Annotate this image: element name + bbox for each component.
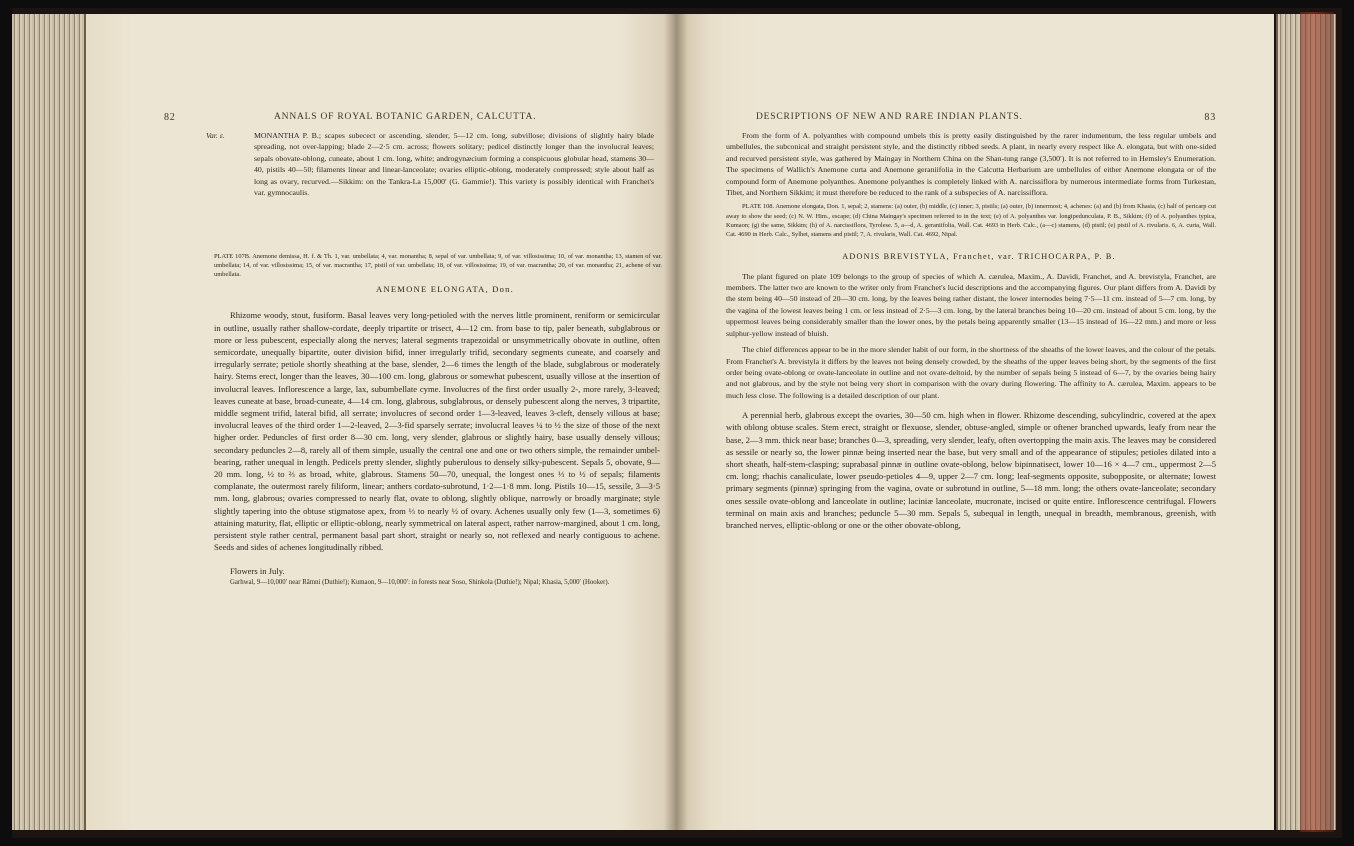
- right-page-number: 83: [1204, 112, 1216, 123]
- variety-text: MONANTHA P. B.; scapes subecect or ascending, slender, 5—12 cm. long, subvillose; divisions of slightly hairy blade spreading, not over-lapping; blade 2—2·5 cm. across; flowers solitary; pedicel distinctly longer than the involucral leaves; sepals obovate-oblong, cuneate, about 1 cm. long, white; androgynæcium forming a conspicuous globular head, stamens 30—40, pistils 40—50; filaments linear and linear-lanceolate; ovaries elliptic-oblong, moderately compressed; style about half as long as ovary, recurved.—Sikkim: on the Tankra-La 15,000′ (G. Gammie!). This variety is possibly identical with Franchet's var. gymnocaulis.: [254, 131, 654, 198]
- variety-monantha: [206, 130, 654, 198]
- species-heading-adonis-brevistyla: ADONIS BREVISTYLA, Franchet, var. TRICHOCARPA, P. B.: [842, 252, 1116, 262]
- plate-caption-107b: PLATE 107B. Anemone demissa, H. f. & Th. 1, var. umbellata; 4, var. monantha; 8, sepal of var. umbellata; 9, of var. villosissima; 10, of var. monantha; 13, stamen of var. umbellata; 14, of var. villosissima; 15, of var. macrantha; 17, pistil of var. umbellata; 18, of var. villosissima; 19, of var. macrantha; 20, of var. monantha; 21, achene of var. umbellata.: [214, 253, 662, 279]
- book-gutter-shadow: [664, 14, 688, 830]
- variety-label: Var. ε.: [206, 131, 225, 140]
- right-running-head-title: DESCRIPTIONS OF NEW AND RARE INDIAN PLANTS.: [756, 112, 1023, 122]
- left-species-block: [214, 284, 660, 587]
- plate-caption-108: PLATE 108. Anemone elongata, Don. 1, sepal; 2, stamens: (a) outer, (b) middle, (c) inner; 3, pistils; (a) outer, (b) innermost; 4, achenes: (a) and (b) from Khasia, (c) half of pericarp cut away to show the seed; (c) N. W. Him., escape; (d) China Maingay's specimen referred to in the text; (e) of A. polyanthes var. longipedunculata, P. B., Sikkim; (f) of A. polyanthes typica, Kumaon; (g) the same, Sikkim; (h) of A. narcissiflora, Tyrolese. 5, a—d, A. geraniifolia, Wall. Cat. 4693 in Herb. Calc., (a—c) stamens, (d) pistil; (e) pistil of A. rivularis. 6, A. curta, Wall. Cat. 4690 in Herb. Calc., Sylhet, stamens and pistil; 7, A. rivularis, Wall. Cat. 4692, Nipal.: [726, 203, 1216, 239]
- right-column: [726, 130, 1216, 531]
- left-running-head-title: ANNALS OF ROYAL BOTANIC GARDEN, CALCUTTA.: [274, 112, 537, 122]
- left-page: [86, 14, 676, 830]
- flowering-time: Flowers in July.: [230, 566, 285, 577]
- comparison-paragraph: From the form of A. polyanthes with compound umbels this is pretty easily distinguished by the rarer indumentum, the less regular umbels and umbellules, the subconical and straight persistent style, and the distinctly ribbed seeds. A plant, in nearly every respect like A. elongata, but with one-sided and recurved persistent style, was gathered by Maingay in Northern China on the Shan-tung range (3,500′). It is not referred to in Hemsley's Enumeration. The specimens of Wallich's Anemone curta and Anemone geraniifolia in the Calcutta Herbarium are umbellules of either Anemone elongata or of the compound form of Anemone polyanthes. Anemone polyanthes is completely linked with A. narcissiflora by numerous intermediate forms from Turkestan, Tibet, and Northern Sikkim; it must therefore be reduced to the rank of a subspecies of A. narcissiflora.: [726, 131, 1216, 198]
- adonis-paragraph-1: The plant figured on plate 109 belongs to the group of species of which A. cærulea, Maxim., A. Davidi, Franchet, and A. brevistyla, Franchet, are members. The latter two are known to the writer only from Franchet's lucid descriptions and the accompanying figures. Our plant differs from A. Davidi by the stem being 40—50 instead of 20—30 cm. long, by the leaves being rather distant, the lower internodes being 7·5—11 cm. instead of 5—7 cm. long, by the vagina of the lowest leaves being 1 cm. or less instead of 2·5—3 cm. long, by the lateral branches being 10—20 cm. instead of about 5 cm. long, by the uppermost leaves being considerably smaller than the lower ones, by the petals being apparently smaller (13—15 instead of 16—22 mm.) and more or less sulphur-yellow instead of bluish.: [726, 271, 1216, 338]
- anemone-elongata-description: Rhizome woody, stout, fusiform. Basal leaves very long-petioled with the nerves little prominent, reniform or semicircular in outline, usually rather shallow-cordate, deeply tripartite or trisect, 4—12 cm. from base to tip, paler beneath, subglabrous or more or less pubescent, especially along the nerves; lateral segments trapezoidal or unsymmetrically obovate in outline, often semicordate, unequally bipartite, outer division bifid, inner irregularly trifid, secondary segments cuneate, and coarsely and irregularly serrate; petiole shortly sheathing at the base, slender, 2—6 times the length of the blade, subglabrous or moderately hairy. Stems erect, longer than the leaves, 30—100 cm. long, glabrous or somewhat pubescent, usually villose at the insertion of involucral leaves. Inflorescence a large, lax, subumbellate cyme. Involucres of the first order usually 2-, more rarely, 3-leaved; leaves cuneate at base, broad-cuneate, 4—14 cm. long, glabrous, subglabrous, or densely pubescent along the nerves, 3 tripartite, middle segment trifid, lateral bifid, all serrate; involucres of second order 1—3-leaved, leaves 3-cleft, densely villous at base; involucral leaves of the third order 1—2-leaved, 2—3-fid sparsely serrate; involucral leaves ¼ to ½ the size of those of the next higher order. Peduncles of first order 8—30 cm. long, very slender, glabrous or slightly hairy, base usually densely villous; secondary peduncles 2—8, rarely all of them simple, usually the central one and one or two others simple, the remainder umbel-bearing, rather unequal in length. Pedicels pretty slender, slightly puberulous to densely silky-pubescent. Sepals 5, obovate, 9—20 mm. long, ½ to ⅔ as broad, white, glabrous. Stamens 50—70, unequal, the longest ones ⅓ to ½ of sepals; filaments complanate, the outermost rarely filiform, linear; anthers cordato-subrotund, 1·2—1·8 mm. long. Pistils 10—15, sessile, 3—3·5 mm. long, glabrous; ovaries compressed to nearly flat, ovate to oblong, slightly oblique, narrowly or broadly marginate; style slightly tapering into the obtuse stigmatose apex, from ⅓ to nearly ½ of ovary. Achenes usually only few (1—3, sometimes 6) attaining maturity, flat, elliptic or elliptic-oblong, nearly symmetrical on lateral aspect, rather narrow-margined, about 1 cm. long, persistent style rather central, permanent basal part short, straight or nearly so, not reflexed and nearly contiguous to achene. Seeds and sides of achenes longitudinally ribbed.: [214, 310, 660, 553]
- left-page-number: 82: [164, 112, 176, 123]
- left-page-edges: [12, 14, 86, 830]
- right-page: [676, 14, 1274, 830]
- adonis-description: A perennial herb, glabrous except the ovaries, 30—50 cm. high when in flower. Rhizome descending, subcylindric, covered at the apex with oblong obtuse scales. Stem erect, straight or flexuose, slender, obtuse-angled, simple or oftener branched upwards, leafy from near the base, 2—3 mm. thick near base; branches 0—3, spreading, very slender, leafy, often overtopping the main axis. The leaves may be considered as sessile or nearly so, the lower pinnæ being inserted near the base, but very small and of the appearance of stipules; petioles dilated into a short sheath, half-stem-clasping; suprabasal pinnæ in outline ovate-oblong, below bipinnatisect, lower 10—16 × 4—7 cm., uppermost 2—5 cm. long; rhachis canaliculate, lower pseudo-petioles 4—9, upper 2—7 cm. long; leaf-segments opposite, subopposite, or alternate; lowest primary segments (pinnæ) springing from the vagina, ovate or subrotund in outline, 5—18 mm. long; the others ovate-lanceolate; secondary ones sessile ovate-oblong and lanceolate in outline; laciniæ lanceolate, mucronate, incised or quite entire. Inflorescence centrifugal. Flowers terminal on main axis and branches; peduncle 5—30 mm. Sepals 5, subequal in length, unequal in breadth, membranous, greenish, with branched nerves, elliptic-oblong or one or the other obovate-oblong,: [726, 410, 1216, 530]
- localities: Garhwal, 9—10,000′ near Rāmni (Duthie!); Kumaon, 9—10,000′: in forests near Soso, Shinkola (Duthie!); Nipal; Khasia, 5,000′ (Hooker).: [230, 578, 610, 586]
- book-cover-edge: [1300, 12, 1334, 832]
- adonis-paragraph-2: The chief differences appear to be in the more slender habit of our form, in the shortness of the sheaths of the lower leaves, and the colour of the petals. From Franchet's A. brevistyla it differs by the leaves not being densely crowded, by the sheaths of the upper leaves being short, by the segments of the first order being ovate-oblong or ovate-lanceolate in outline and not ovate-deltoid, by the number of sepals being 5 instead of 6—7, by the ovaries being hairy and not glabrous, and by the style not being very short in comparison with the ovary during flowering. The affinity to A. cærulea, Maxim. appears to be much less close. The following is a detailed description of our plant.: [726, 345, 1216, 400]
- species-heading-anemone-elongata: ANEMONE ELONGATA, Don.: [376, 284, 514, 294]
